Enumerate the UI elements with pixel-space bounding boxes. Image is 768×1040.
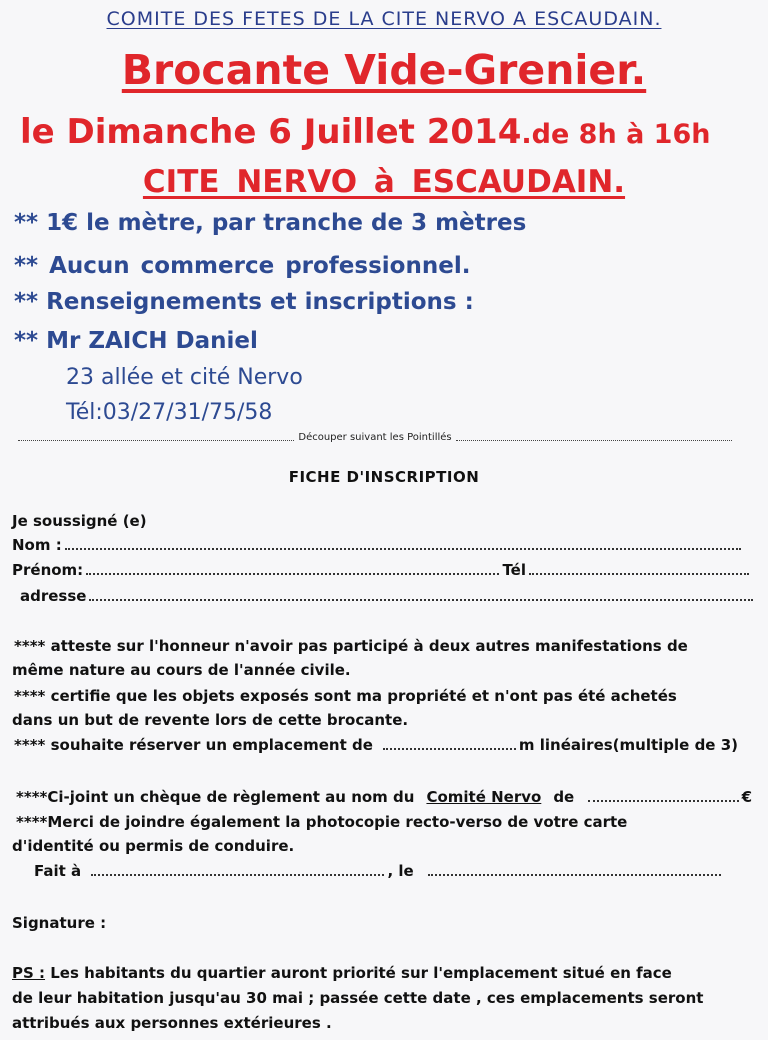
fait-label: Fait à (34, 862, 82, 880)
cut-line (14, 432, 736, 443)
ps-line-2: de leur habitation jusqu'au 30 mai ; passée cette date , ces emplacements seront (12, 989, 704, 1007)
ps-line-1 (12, 964, 672, 982)
reserve-dotted-line[interactable] (383, 748, 516, 750)
info-bullet: ** (14, 253, 39, 279)
cut-dots-left (18, 434, 294, 441)
undersigned-label: Je soussigné (e) (12, 512, 147, 530)
contact-address: 23 allée et cité Nervo (66, 365, 303, 390)
cut-line-text: Découper suivant les Pointillés (298, 432, 452, 443)
certify-line-2: dans un but de revente lors de cette brocante. (12, 711, 409, 729)
cheque-field[interactable] (16, 788, 752, 806)
le-label: , le (387, 862, 414, 880)
reserve-field[interactable] (14, 736, 738, 754)
nom-dotted-line[interactable] (65, 548, 741, 550)
prenom-label: Prénom: (12, 561, 84, 579)
cheque-de-label: de (553, 788, 575, 806)
signature-label: Signature : (12, 914, 107, 932)
event-date (20, 112, 710, 152)
ps-line-1-text: Les habitants du quartier auront priorité sur l'emplacement situé en face (45, 964, 672, 982)
cut-dots-right (456, 434, 732, 441)
form-title: FICHE D'INSCRIPTION (288, 468, 480, 486)
info-bullet: ** (14, 289, 39, 315)
nom-label: Nom : (12, 536, 62, 554)
info-bullet: ** (14, 210, 39, 236)
euro-sign: € (741, 788, 752, 806)
cheque-amount-dotted-line[interactable] (588, 800, 738, 802)
fait-place-dotted-line[interactable] (91, 874, 384, 876)
ps-line-3: attribués aux personnes extérieures . (12, 1014, 332, 1032)
photocopy-line-1: ****Merci de joindre également la photocopie recto-verso de votre carte (16, 813, 628, 831)
tel-dotted-line[interactable] (529, 573, 749, 575)
cheque-label: ****Ci-joint un chèque de règlement au nom du (16, 788, 415, 806)
prenom-tel-field[interactable] (12, 561, 752, 579)
photocopy-line-2: d'identité ou permis de conduire. (12, 837, 295, 855)
adresse-field[interactable] (20, 587, 756, 605)
info-no-professionals (14, 253, 470, 279)
committee-heading: COMITE DES FETES DE LA CITE NERVO A ESCAUDAIN. (106, 8, 662, 30)
contact-phone: Tél:03/27/31/75/58 (66, 400, 273, 425)
attest-line-1: **** atteste sur l'honneur n'avoir pas participé à deux autres manifestations de (14, 637, 688, 655)
contact-name: Mr ZAICH Daniel (46, 328, 258, 354)
tel-label: Tél (502, 561, 526, 579)
fait-field[interactable] (34, 862, 724, 880)
info-no-professionals-text: Aucun commerce professionnel. (49, 253, 471, 279)
nom-field[interactable] (12, 536, 744, 554)
attest-line-2: même nature au cours de l'année civile. (12, 661, 351, 679)
reserve-suffix: m linéaires(multiple de 3) (518, 736, 738, 754)
cheque-beneficiary: Comité Nervo (426, 788, 542, 806)
event-date-main: le Dimanche 6 Juillet 2014 (20, 112, 522, 152)
info-registration (14, 289, 474, 315)
adresse-label: adresse (20, 587, 87, 605)
info-registration-text: Renseignements et inscriptions : (46, 289, 474, 315)
adresse-dotted-line[interactable] (89, 599, 753, 601)
event-title: Brocante Vide-Grenier. (121, 46, 647, 94)
info-contact (14, 328, 258, 354)
reserve-label: **** souhaite réserver un emplacement de (14, 736, 373, 754)
event-place: CITE NERVO à ESCAUDAIN. (142, 164, 626, 200)
certify-line-1: **** certifie que les objets exposés sont ma propriété et n'ont pas été achetés (14, 687, 677, 705)
info-price-text: 1€ le mètre, par tranche de 3 mètres (46, 210, 527, 236)
info-bullet: ** (14, 328, 39, 354)
fait-date-dotted-line[interactable] (428, 874, 721, 876)
event-hours: .de 8h à 16h (521, 119, 711, 150)
ps-label: PS : (12, 964, 46, 982)
prenom-dotted-line[interactable] (86, 573, 499, 575)
info-price (14, 210, 526, 236)
